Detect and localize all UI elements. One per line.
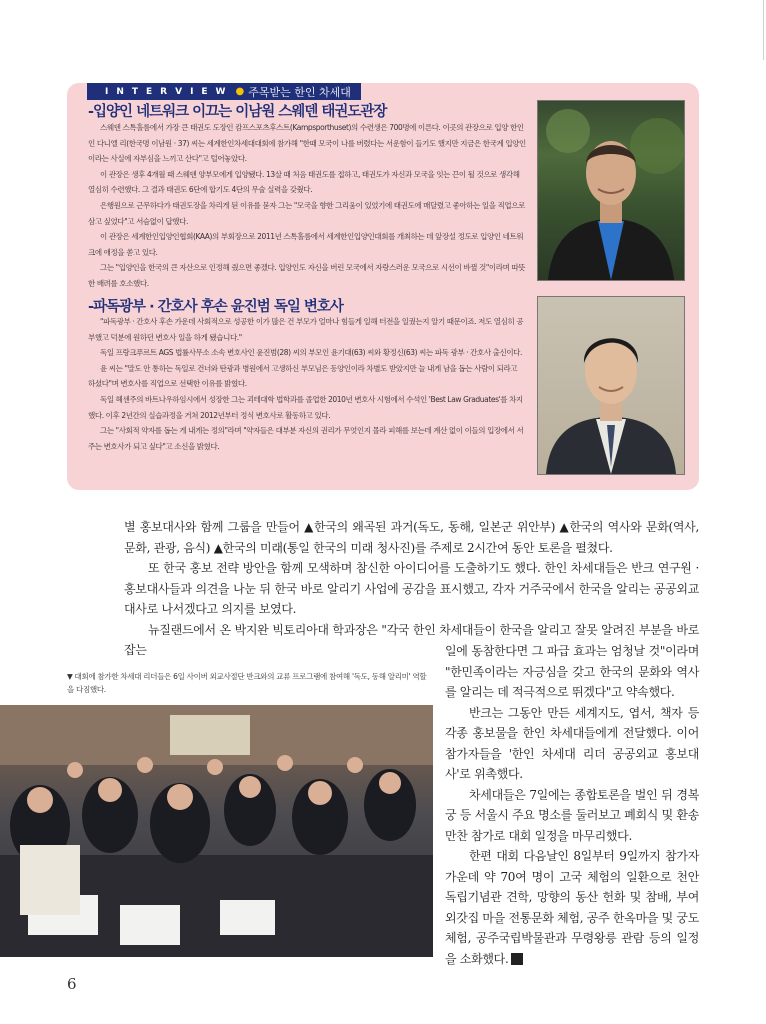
- interview-tag: [87, 83, 361, 100]
- article-paragraph: 일에 동참한다면 그 파급 효과는 엄청날 것"이라며 "한민족이라는 자긍심을 갖고 한국의 문화와 역사를 알리는 데 적극적으로 뛰겠다"고 약속했다.: [445, 644, 699, 699]
- page-number: 6: [67, 975, 77, 993]
- article-paragraph: 반크는 그동안 만든 세계지도, 엽서, 책자 등 각종 홍보물을 한인 차세대들에게 전달했다. 이어 참가자들을 '한인 차세대 리더 공공외교 홍보대사'로 위촉했다.: [445, 705, 699, 781]
- profile-1-heading: -입양인 네트워크 이끄는 이남원 스웨덴 태권도관장: [88, 104, 387, 120]
- profile-2-text: [88, 314, 526, 454]
- profile-2-paragraph: 독일 프랑크푸르트 AGS 법률사무소 소속 변호사인 윤진범(28) 씨의 부모인 윤기대(63) 씨와 황정신(63) 씨는 파독 광부 · 간호사 출신이다.: [100, 348, 523, 358]
- end-mark-icon: 同: [511, 953, 523, 965]
- profile-1-photo: [537, 100, 685, 281]
- article-paragraph: 차세대들은 7일에는 종합토론을 벌인 뒤 경복궁 등 서울시 주요 명소를 둘러보고 폐회식 및 환송 만찬 참가로 대회 일정을 마무리했다.: [445, 787, 699, 843]
- article-body-narrow: [445, 641, 699, 969]
- profile-2-photo: [537, 296, 685, 475]
- bullet-dot-icon: ●: [235, 86, 245, 97]
- article-paragraph: 별 홍보대사와 함께 그룹을 만들어 ▲한국의 왜곡된 과거(독도, 동해, 일본군 위안부) ▲한국의 역사와 문화(역사, 문화, 관광, 음식) ▲한국의 미래(통일 한국의 미래 청사진)를 주제로 2시간여 동안 토론을 펼쳤다.: [124, 520, 699, 555]
- profile-1-paragraph: 이 관장은 세계한인입양인협회(KAA)의 부회장으로 2011년 스톡홀름에서 세계한인입양인대회를 개최하는 데 앞장설 정도로 입양인 네트워크에 애정을 쏟고 있다.: [88, 232, 524, 257]
- profile-2-paragraph: 독일 헤센주의 바트나우하임시에서 성장한 그는 괴테대학 법학과를 졸업한 2010년 변호사 시험에서 수석인 'Best Law Graduates'를 차지했다. 이후 2년간의 실습과정을 거쳐 2012년부터 정식 변호사로 활동하고 있다.: [88, 394, 523, 420]
- profile-2-heading: -파독광부 · 간호사 후손 윤진범 독일 변호사: [88, 299, 343, 315]
- page-edge-mark: [763, 0, 764, 60]
- article-paragraph: 또 한국 홍보 전략 방안을 함께 모색하며 참신한 아이디어를 도출하기도 했다. 한인 차세대들은 반크 연구원 · 홍보대사들과 의견을 나눈 뒤 한국 바로 알리기 사업에 공감을 표시했고, 각자 거주국에서 한국을 알리는 공공외교대사로 나서겠다고 의지를 보였다.: [124, 561, 699, 616]
- profile-1-text: [88, 120, 526, 292]
- man-portrait-image: [538, 101, 684, 280]
- profile-2-paragraph: 윤 씨는 "말도 안 통하는 독일로 건너와 탄광과 병원에서 고생하신 부모님은 동양인이라 차별도 받았지만 늘 내게 남을 돕는 사람이 되라고 하셨다"며 변호사를 직업으로 선택한 이유를 밝혔다.: [88, 363, 518, 389]
- profile-1-paragraph: 이 관장은 생후 4개월 때 스웨덴 양부모에게 입양됐다. 13살 때 처음 태권도를 접하고, 태권도가 자신과 모국을 잇는 끈이 될 것으로 생각해 열심히 수련했다. 그 결과 태권도 6단에 합기도 4단의 무술 실력을 갖췄다.: [88, 169, 520, 195]
- conference-audience-image: [0, 705, 433, 957]
- conference-photo: [0, 705, 433, 957]
- interview-tag-subtitle: 주목받는 한인 차세대: [248, 85, 351, 99]
- interview-tag-word: INTERVIEW: [105, 86, 234, 97]
- article-paragraph: 뉴질랜드에서 온 박지완 빅토리아대 학과장은 "각국 한인 차세대들이 한국을 알리고 잘못 알려진 부분을 바로잡는: [124, 622, 699, 657]
- lawyer-portrait-image: [538, 297, 684, 474]
- article-body-wide: [124, 517, 699, 661]
- profile-2-paragraph: 그는 "사회적 약자를 돕는 게 내게는 정의"라며 "약자들은 대부분 자신의 권리가 무엇인지 몰라 피해를 보는데 계산 없이 이들의 입장에서 서주는 변호사가 되고 싶다"고 소신을 밝혔다.: [88, 426, 524, 451]
- profile-1-paragraph: 그는 "입양인을 한국의 큰 자산으로 인정해 줬으면 좋겠다. 입양인도 자신을 버린 모국에서 자랑스러운 모국으로 시선이 바뀔 것"이라며 따뜻한 배려를 호소했다.: [88, 263, 526, 288]
- photo-caption: ▼ 대회에 참가한 차세대 리더들은 6일 사이버 외교사절단 반크와의 교류 프로그램에 참여해 '독도, 동해 알리미' 역할을 다짐했다.: [67, 672, 427, 694]
- profile-2-paragraph: "파독광부 · 간호사 후손 가운데 사회적으로 성공한 이가 많은 건 부모가 얼마나 힘들게 일해 터전을 일궜는지 알기 때문이죠. 저도 열심히 공부했고 덕분에 원하던 변호사 일을 하게 됐습니다.": [88, 317, 524, 342]
- profile-1-paragraph: 은행원으로 근무하다가 태권도장을 차리게 된 이유를 묻자 그는 "모국을 향한 그리움이 있었기에 태권도에 매달렸고 좋아하는 일을 직업으로 삼고 싶었다"고 서슴없이 답했다.: [88, 200, 525, 226]
- article-paragraph: 한편 대회 다음날인 8일부터 9일까지 참가자 가운데 약 70여 명이 고국 체험의 일환으로 천안 독립기념관 견학, 망향의 동산 헌화 및 참배, 부여 외갓집 마을 전통문화 체험, 공주 한옥마을 및 궁도 체험, 공주국립박물관과 무령왕릉 관람 등의 일정을 소화했다.: [445, 849, 699, 966]
- profile-1-paragraph: 스웨덴 스톡홀름에서 가장 큰 태권도 도장인 캄프스포츠후스트(Kampsporthuset)의 수련생은 700명에 이른다. 이곳의 관장으로 입양 한인인 다니엘 리(한국명 이남원 · 37) 씨는 세계한인차세대대회에 참가해 "한때 모국이 나를 버렸다는 서운함이 들기도 했지만 지금은 한국계 입양인이라는 사실에 자부심을 느끼고 산다"고 털어놓았다.: [88, 123, 526, 164]
